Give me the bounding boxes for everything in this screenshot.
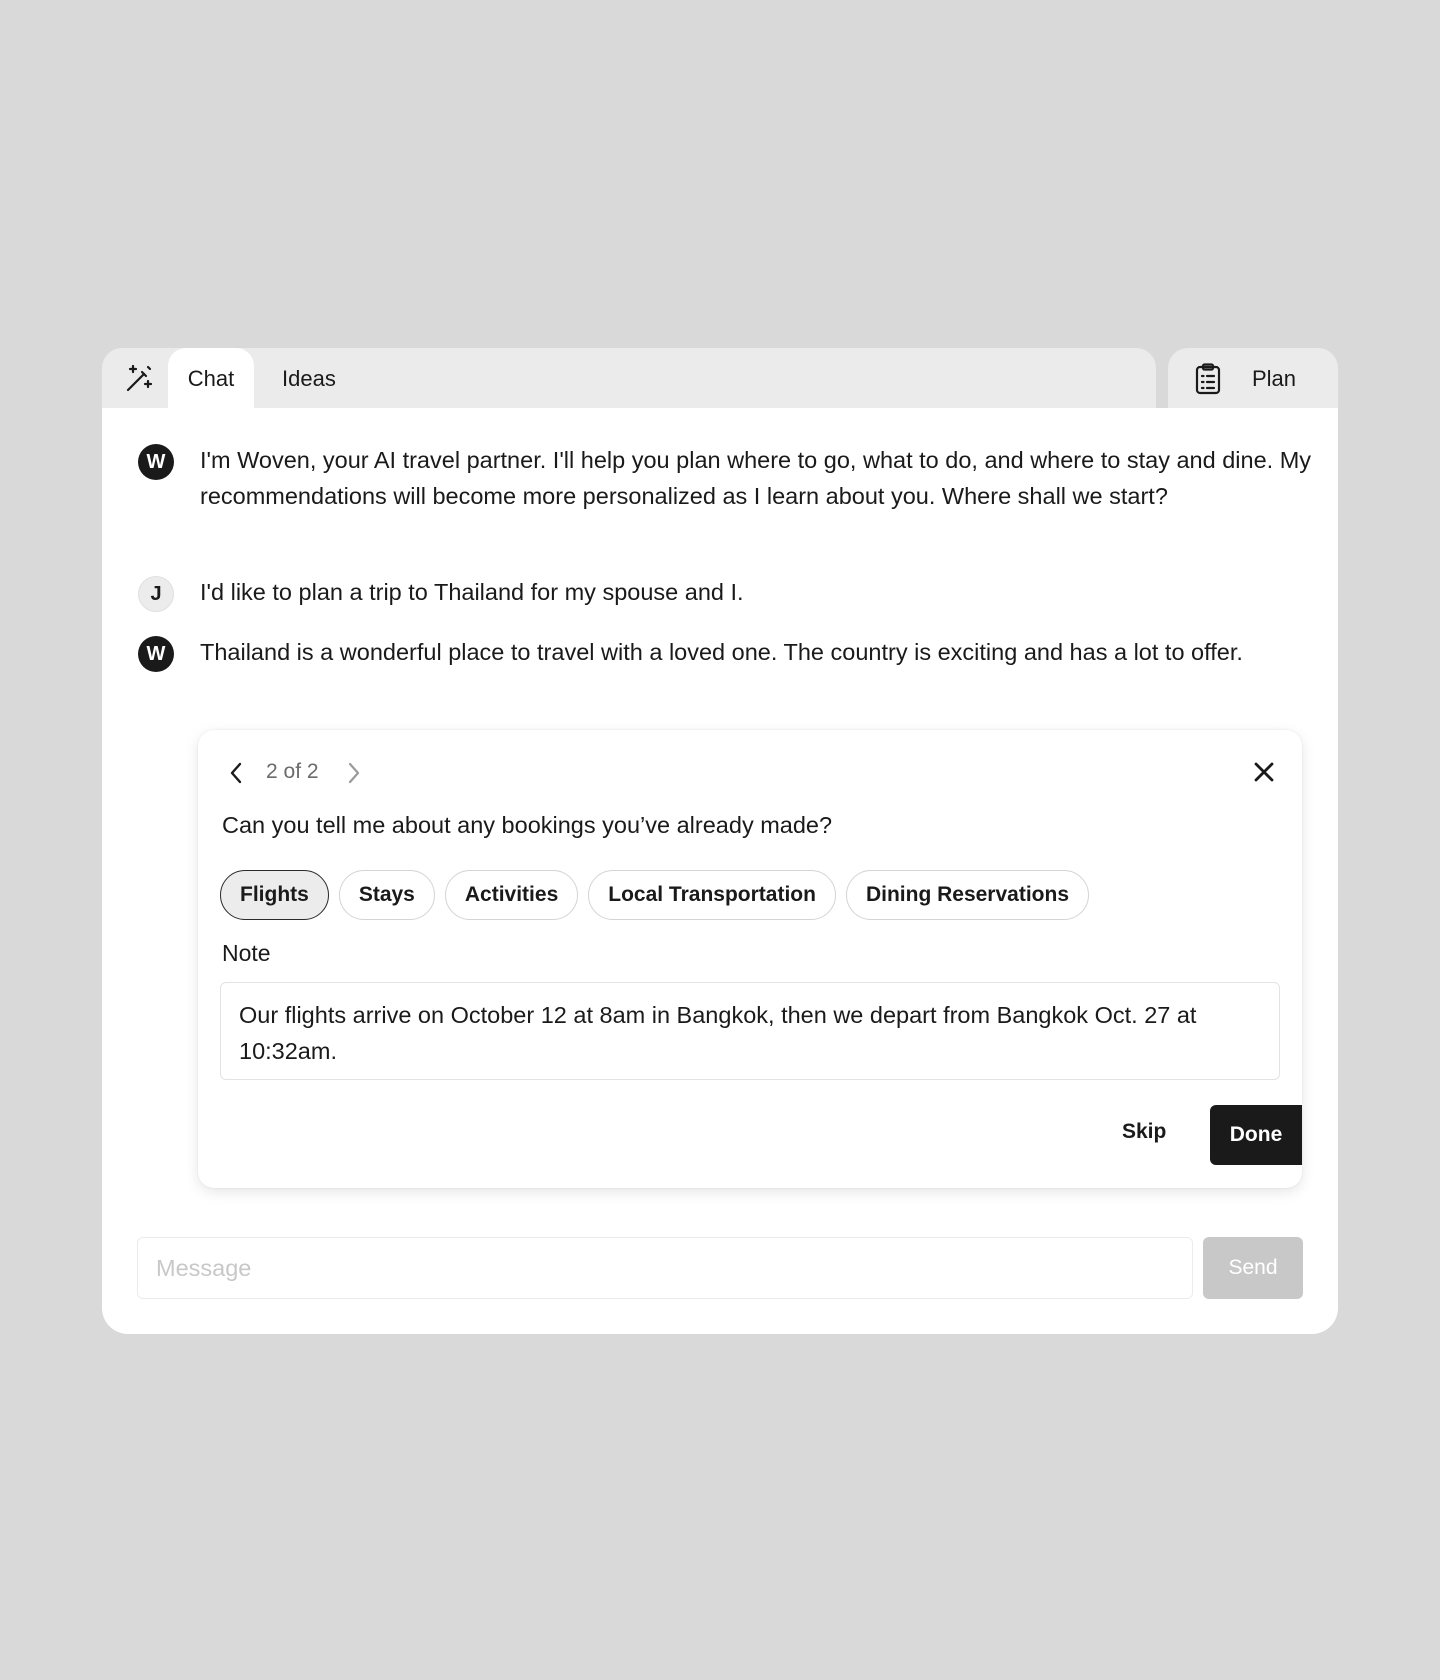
done-button[interactable]: Done bbox=[1210, 1105, 1302, 1165]
chip-flights[interactable]: Flights bbox=[220, 870, 329, 920]
chat-window bbox=[102, 348, 1338, 1334]
magic-wand-icon[interactable] bbox=[124, 364, 154, 394]
skip-button[interactable]: Skip bbox=[1122, 1120, 1167, 1143]
message-text: I'd like to plan a trip to Thailand for my spouse and I. bbox=[200, 579, 744, 605]
chevron-left-icon[interactable] bbox=[228, 760, 244, 786]
chat-panel bbox=[102, 408, 1338, 1334]
tab-ideas[interactable] bbox=[282, 366, 336, 392]
note-field[interactable]: Our flights arrive on October 12 at 8am in Bangkok, then we depart from Bangkok Oct. 27 at 10:32am. bbox=[220, 982, 1280, 1080]
clipboard-icon bbox=[1194, 363, 1222, 395]
booking-type-chips bbox=[220, 870, 1089, 920]
tab-chat-label: Chat bbox=[187, 366, 235, 391]
chip-stays[interactable]: Stays bbox=[339, 870, 435, 920]
avatar-woven: W bbox=[138, 444, 174, 480]
chip-activities[interactable]: Activities bbox=[445, 870, 578, 920]
message-text: Thailand is a wonderful place to travel with a loved one. The country is exciting and has a lot to offer. bbox=[200, 639, 1243, 665]
tab-bar bbox=[102, 348, 1156, 408]
send-button[interactable]: Send bbox=[1203, 1237, 1303, 1299]
question-counter: 2 of 2 bbox=[266, 760, 319, 783]
note-label: Note bbox=[222, 940, 271, 966]
chip-dining-reservations[interactable]: Dining Reservations bbox=[846, 870, 1089, 920]
question-card bbox=[198, 730, 1302, 1188]
close-icon[interactable] bbox=[1252, 760, 1276, 784]
chip-local-transportation[interactable]: Local Transportation bbox=[588, 870, 836, 920]
avatar-woven: W bbox=[138, 636, 174, 672]
tab-plan[interactable] bbox=[1168, 348, 1338, 408]
message-text: I'm Woven, your AI travel partner. I'll help you plan where to go, what to do, and where to stay and dine. My recommendations will become more personalized as I learn about you. Where shall we start? bbox=[200, 447, 1312, 509]
tab-ideas-label: Ideas bbox=[282, 366, 336, 391]
chevron-right-icon[interactable] bbox=[346, 760, 362, 786]
avatar-user: J bbox=[138, 576, 174, 612]
message-input[interactable] bbox=[137, 1237, 1193, 1299]
tab-plan-label: Plan bbox=[1252, 366, 1297, 391]
question-text: Can you tell me about any bookings you’ve already made? bbox=[222, 812, 833, 838]
